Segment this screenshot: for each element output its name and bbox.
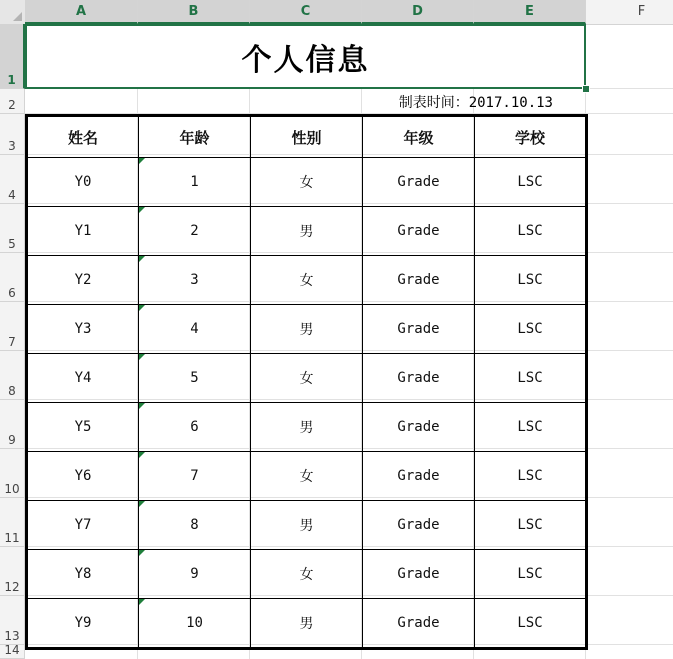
cell-grade[interactable] [363,305,475,354]
cell-value: Y4 [74,370,92,386]
cell-age[interactable] [139,305,251,354]
cell-value: LSC [517,272,543,288]
cell-value: 1 [190,174,199,190]
cell-age[interactable] [139,550,251,599]
cell-name[interactable] [27,501,139,550]
cell-age[interactable] [139,599,251,649]
cell-value: 5 [190,370,199,386]
cell-value: 男 [299,616,314,632]
title-cell[interactable] [25,24,586,89]
cell-value: LSC [517,174,543,190]
row-header-1[interactable]: 1 [0,24,25,89]
info-table [25,114,588,650]
cell-age[interactable] [139,501,251,550]
column-header-bar [0,0,673,25]
number-as-text-indicator [139,599,145,605]
cell-value: 8 [190,517,199,533]
cell-name[interactable] [27,158,139,207]
table-row [27,354,587,403]
date-label[interactable]: 制表时间：2017.10.13 [398,95,553,111]
cell-school[interactable] [475,599,587,649]
cell-value: Grade [397,321,440,337]
header-cell-school[interactable]: 学校 [475,116,587,158]
cell-value: 女 [299,175,314,191]
cell-value: 女 [299,371,314,387]
cell-value: 7 [190,468,199,484]
cell-name[interactable] [27,452,139,501]
cell-value: Y8 [74,566,92,582]
row-header-3[interactable]: 3 [0,114,25,155]
cell-gender[interactable] [251,354,363,403]
cell-value: LSC [517,517,543,533]
cell-grade[interactable] [363,403,475,452]
table-row [27,305,587,354]
cell-age[interactable] [139,354,251,403]
cell-gender[interactable] [251,256,363,305]
cell-value: Grade [397,615,440,631]
row-header-10[interactable]: 10 [0,449,25,498]
table-row [27,207,587,256]
cell-grade[interactable] [363,599,475,649]
cell-value: LSC [517,468,543,484]
cell-age[interactable] [139,452,251,501]
cell-grade[interactable] [363,550,475,599]
cell-value: Y7 [74,517,92,533]
table-row [27,550,587,599]
cell-value: Y0 [74,174,92,190]
table-row [27,599,587,649]
cell-value: 10 [186,615,203,631]
cell-value: 女 [299,567,314,583]
sheet-title: 个人信息 [241,42,370,78]
cell-gender[interactable] [251,599,363,649]
cell-value: 2 [190,223,199,239]
column-header-a[interactable]: A [25,0,138,24]
cell-grade[interactable] [363,207,475,256]
cell-age[interactable] [139,256,251,305]
cell-grade[interactable] [363,452,475,501]
cell-name[interactable] [27,403,139,452]
cell-value: 6 [190,419,199,435]
cell-value: LSC [517,615,543,631]
cell-grade[interactable] [363,158,475,207]
row-header-5[interactable]: 5 [0,204,25,253]
cell-name[interactable] [27,207,139,256]
row-header-2[interactable]: 2 [0,89,25,114]
cell-name[interactable] [27,550,139,599]
cell-value: Grade [397,223,440,239]
header-cell-age[interactable]: 年龄 [139,116,251,158]
cell-value: Y6 [74,468,92,484]
cell-school[interactable] [475,207,587,256]
number-as-text-indicator [139,207,145,213]
cell-gender[interactable] [251,501,363,550]
cell-value: LSC [517,370,543,386]
cell-gender[interactable] [251,550,363,599]
cell-school[interactable] [475,452,587,501]
cell-value: 男 [299,518,314,534]
cell-value: Y1 [74,223,92,239]
column-header-d[interactable]: D [362,0,474,24]
cell-school[interactable] [475,501,587,550]
cell-value: 女 [299,469,314,485]
table-row [27,158,587,207]
cell-gender[interactable] [251,158,363,207]
row-header-12[interactable]: 12 [0,547,25,596]
cell-value: Y2 [74,272,92,288]
cell-gender[interactable] [251,403,363,452]
cell-value: Grade [397,517,440,533]
cell-school[interactable] [475,158,587,207]
select-all-button[interactable] [0,0,26,24]
column-header-c[interactable]: C [250,0,362,24]
cell-value: Grade [397,272,440,288]
cell-value: Grade [397,468,440,484]
cell-age[interactable] [139,158,251,207]
cell-gender[interactable] [251,305,363,354]
cell-gender[interactable] [251,452,363,501]
cell-school[interactable] [475,256,587,305]
cell-gender[interactable] [251,207,363,256]
cell-name[interactable] [27,354,139,403]
column-header-e[interactable]: E [474,0,586,24]
cell-value: 男 [299,322,314,338]
cell-value: 3 [190,272,199,288]
number-as-text-indicator [139,158,145,164]
cell-value: 男 [299,224,314,240]
number-as-text-indicator [139,354,145,360]
table-row [27,501,587,550]
cell-value: Y5 [74,419,92,435]
cell-grade[interactable] [363,501,475,550]
row-header-9[interactable]: 9 [0,400,25,449]
cell-value: 4 [190,321,199,337]
cell-value: Y3 [74,321,92,337]
table-row [27,452,587,501]
cell-value: LSC [517,321,543,337]
cell-grade[interactable] [363,256,475,305]
number-as-text-indicator [139,305,145,311]
number-as-text-indicator [139,501,145,507]
table-row [27,256,587,305]
row-header-11[interactable]: 11 [0,498,25,547]
cell-value: 9 [190,566,199,582]
table-header-row [27,116,587,158]
cell-school[interactable] [475,354,587,403]
table-row [27,403,587,452]
fill-handle[interactable] [582,85,590,93]
header-cell-name[interactable]: 姓名 [27,116,139,158]
cell-name[interactable] [27,599,139,649]
cell-age[interactable] [139,207,251,256]
column-header-f[interactable]: F [586,0,673,24]
cell-value: Grade [397,370,440,386]
cell-age[interactable] [139,403,251,452]
number-as-text-indicator [139,452,145,458]
column-header-b[interactable]: B [138,0,250,24]
row-header-8[interactable]: 8 [0,351,25,400]
cell-value: Grade [397,566,440,582]
number-as-text-indicator [139,550,145,556]
row-header-14[interactable]: 14 [0,645,25,659]
cell-school[interactable] [475,305,587,354]
cell-grade[interactable] [363,354,475,403]
row-header-6[interactable]: 6 [0,253,25,302]
cell-value: LSC [517,419,543,435]
row-header-7[interactable]: 7 [0,302,25,351]
header-cell-grade[interactable]: 年级 [363,116,475,158]
cell-value: Grade [397,174,440,190]
cell-value: Y9 [74,615,92,631]
header-cell-gender[interactable]: 性别 [251,116,363,158]
number-as-text-indicator [139,403,145,409]
row-header-13[interactable]: 13 [0,596,25,645]
row-header-4[interactable]: 4 [0,155,25,204]
cell-value: Grade [397,419,440,435]
cell-school[interactable] [475,550,587,599]
cell-school[interactable] [475,403,587,452]
cell-value: LSC [517,566,543,582]
cell-name[interactable] [27,256,139,305]
cell-value: 女 [299,273,314,289]
cell-value: LSC [517,223,543,239]
cell-value: 男 [299,420,314,436]
number-as-text-indicator [139,256,145,262]
cell-name[interactable] [27,305,139,354]
